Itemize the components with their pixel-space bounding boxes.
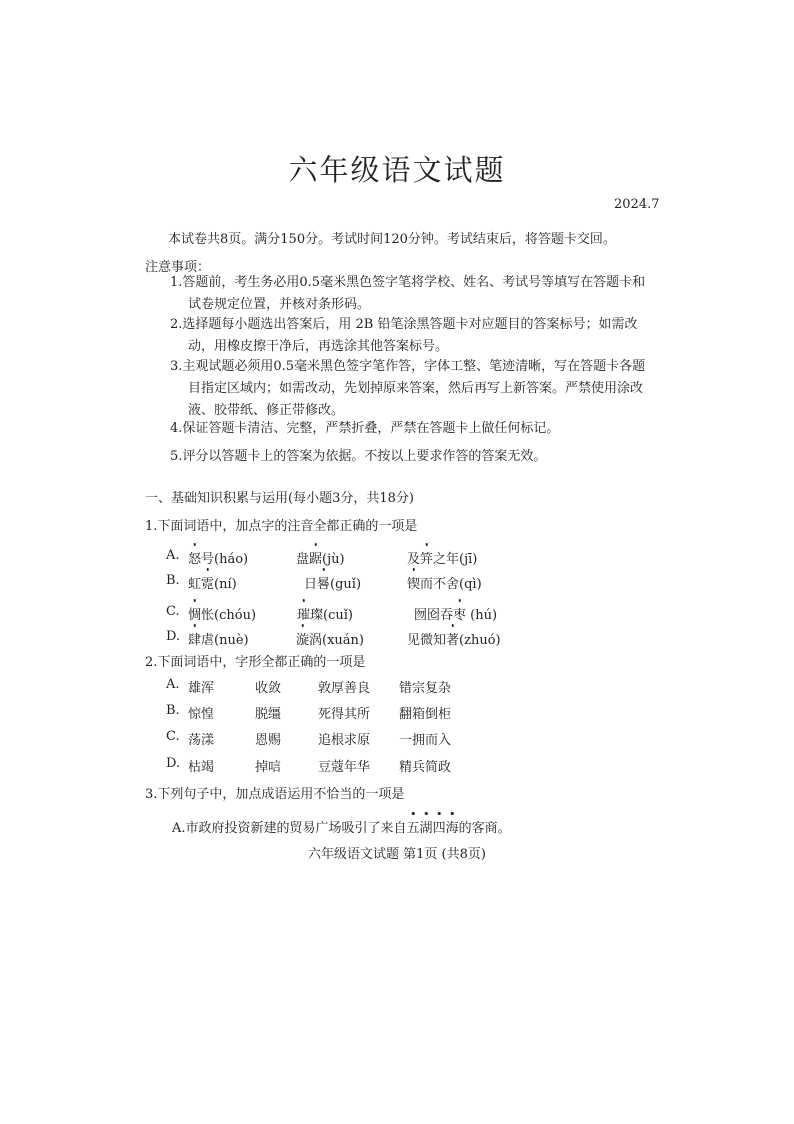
q1-option-d-word-2: 漩涡(xuán) [296, 629, 364, 648]
q2-word: 敦厚善良 [318, 681, 371, 696]
note-line: 2.选择题每小题选出答案后，用 2B 铅笔涂黑答题卡对应题目的答案标号；如需改 [170, 317, 638, 332]
q2-word: 枯竭 [188, 760, 215, 775]
q1-option-a-word-3: 及笄之年(jī) [407, 548, 477, 567]
q1-option-c-word-3: 囫囵吞枣 (hú) [414, 604, 497, 623]
q2-word: 惊惶 [188, 707, 215, 722]
page-title: 六年级语文试题 [288, 153, 506, 187]
note-item [170, 418, 682, 440]
q1-option-a-word-1: 怒号(háo) [188, 548, 248, 567]
note-item [170, 272, 682, 316]
q2-option-d-letter: D. [166, 756, 181, 771]
q3-option-a: A.市政府投资新建的贸易广场吸引了来自五湖四海的客商。 [172, 817, 511, 836]
q2-word: 错宗复杂 [399, 681, 452, 696]
note-line: 1.答题前，考生务必用0.5毫米黑色签字笔将学校、姓名、考试号等填写在答题卡和 [170, 275, 646, 290]
note-line: 动，用橡皮擦干净后，再选涂其他答案标号。 [188, 339, 449, 354]
note-item [170, 314, 682, 358]
note-line: 液、胶带纸、修正带修改。 [188, 403, 345, 418]
q1-option-d-letter: D. [166, 629, 181, 644]
q2-word: 荡漾 [188, 733, 215, 748]
q2-word: 死得其所 [318, 707, 371, 722]
page-footer: 六年级语文试题 第1页 (共8页) [308, 847, 486, 862]
q1-option-d-word-3: 见微知著(zhuó) [407, 629, 501, 648]
q1-option-a-word-2: 盘踞(jù) [296, 548, 345, 567]
note-item [170, 446, 682, 468]
q2-word: 收敛 [255, 681, 282, 696]
q1-option-c-letter: C. [166, 604, 180, 619]
q1-option-b-word-3: 锲而不舍(qì) [407, 573, 482, 592]
exam-intro: 本试卷共8页。满分150分。考试时间120分钟。考试结束后，将答题卡交回。 [168, 232, 616, 247]
note-line: 试卷规定位置，并核对条形码。 [188, 297, 371, 312]
q1-option-b-word-2: 日晷(guǐ) [304, 573, 361, 592]
q1-option-c-word-1: 惆怅(chóu) [188, 604, 256, 623]
note-line: 3.主观试题必须用0.5毫米黑色签字笔作答，字体工整、笔迹清晰，写在答题卡各题 [170, 359, 646, 374]
q1-option-b-word-1: 虹霓(ní) [188, 573, 237, 592]
question-2-stem: 2.下面词语中，字形全都正确的一项是 [145, 655, 366, 670]
q2-word: 恩赐 [255, 733, 282, 748]
q1-option-b-letter: B. [166, 573, 180, 588]
question-1-stem: 1.下面词语中，加点字的注音全都正确的一项是 [145, 519, 418, 534]
q1-option-c-word-2: 璀璨(cuǐ) [297, 604, 353, 623]
exam-date: 2024.7 [614, 197, 660, 212]
q2-word: 掉唁 [255, 760, 282, 775]
note-line: 4.保证答题卡清洁、完整，严禁折叠，严禁在答题卡上做任何标记。 [170, 421, 560, 436]
q2-word: 豆蔻年华 [318, 760, 371, 775]
q2-word: 追根求原 [318, 733, 371, 748]
note-item [170, 356, 682, 422]
q2-word: 脱缰 [255, 707, 282, 722]
q2-option-c-letter: C. [166, 729, 180, 744]
q2-option-b-letter: B. [166, 703, 180, 718]
note-line: 5.评分以答题卡上的答案为依据。不按以上要求作答的答案无效。 [170, 449, 547, 464]
q2-word: 雄浑 [188, 681, 215, 696]
q1-option-d-word-1: 肆虐(nuè) [188, 629, 249, 648]
notes-heading: 注意事项： [145, 260, 211, 275]
q2-word: 精兵简政 [399, 760, 452, 775]
q2-word: 翻箱倒柜 [399, 707, 452, 722]
q2-word: 一拥而入 [399, 733, 452, 748]
note-line: 目指定区域内；如需改动，先划掉原来答案，然后再写上新答案。严禁使用涂改 [188, 381, 644, 396]
question-3-stem: 3.下列句子中，加点成语运用不恰当的一项是 [145, 787, 405, 802]
section-heading: 一、基础知识积累与运用(每小题3分，共18分) [145, 491, 414, 506]
q1-option-a-letter: A. [166, 548, 180, 563]
q2-option-a-letter: A. [166, 677, 180, 692]
